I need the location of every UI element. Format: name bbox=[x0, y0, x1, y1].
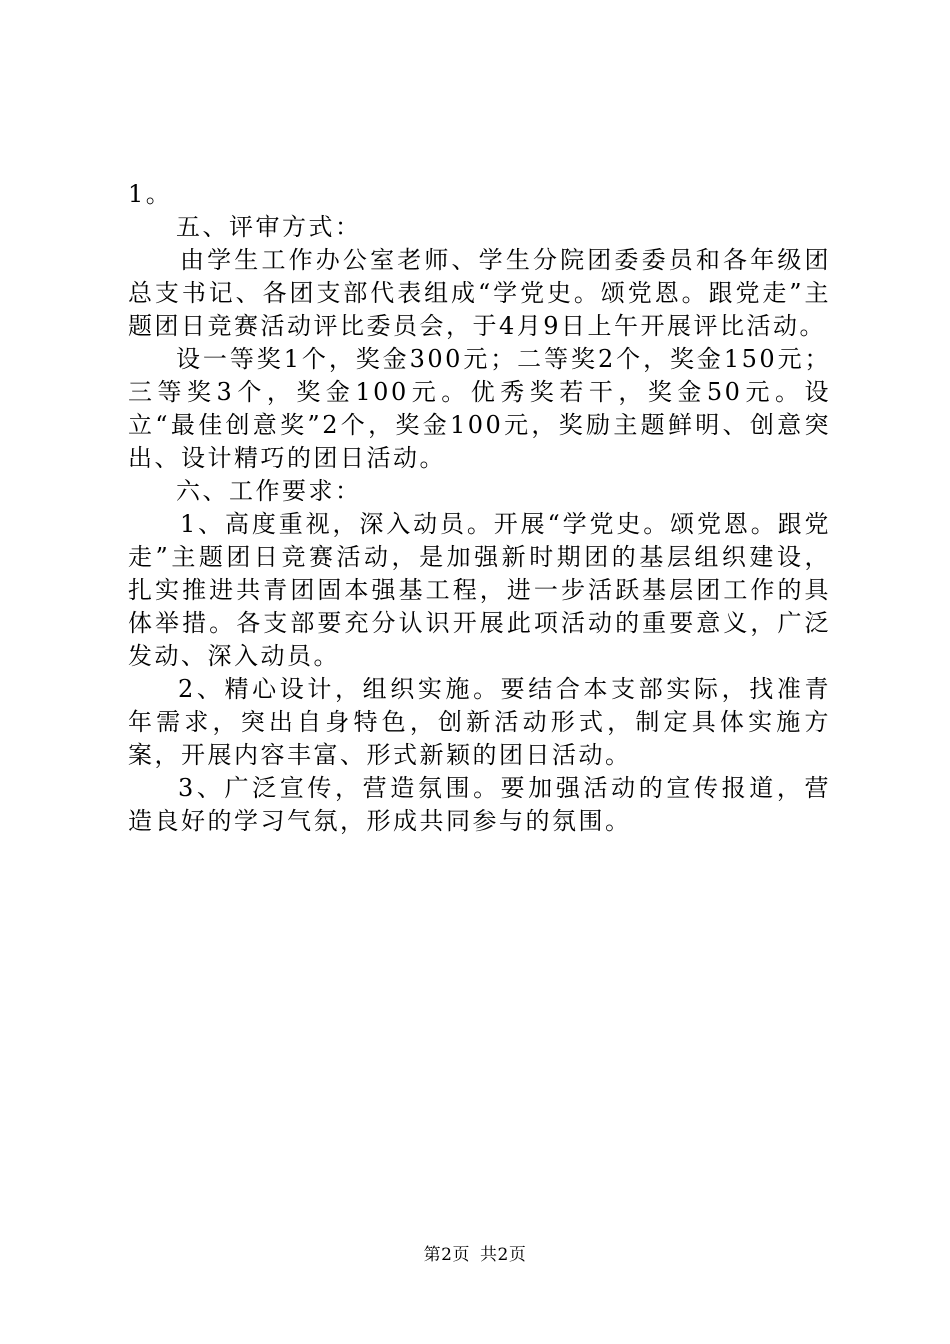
requirement-item-2: 2、精心设计，组织实施。要结合本支部实际，找准青年需求，突出自身特色，创新活动形式，制定具体实施方案，开展内容丰富、形式新颖的团日活动。 bbox=[128, 675, 831, 769]
section-heading-review-method: 五、评审方式： bbox=[176, 213, 362, 241]
requirement-item-3: 3、广泛宣传，营造氛围。要加强活动的宣传报道，营造良好的学习气氛，形成共同参与的氛围。 bbox=[128, 774, 831, 835]
paragraph-review-committee: 由学生工作办公室老师、学生分院团委委员和各年级团总支书记、各团支部代表组成“学党史。颂党恩。跟党走”主题团日竞赛活动评比委员会，于4月9日上午开展评比活动。 bbox=[128, 246, 831, 340]
paragraph-awards: 设一等奖1个，奖金300元；二等奖2个，奖金150元；三等奖3个，奖金100元。优秀奖若干，奖金50元。设立“最佳创意奖”2个，奖金100元，奖励主题鲜明、创意突出、设计精巧的团日活动。 bbox=[128, 345, 831, 472]
page-footer bbox=[0, 1244, 950, 1266]
page-number-total: 共2页 bbox=[480, 1245, 527, 1265]
requirement-item-1: 1、高度重视，深入动员。开展“学党史。颂党恩。跟党走”主题团日竞赛活动，是加强新时期团的基层组织建设，扎实推进共青团固本强基工程，进一步活跃基层团工作的具体举措。各支部要充分认识开展此项活动的重要意义，广泛发动、深入动员。 bbox=[128, 510, 831, 670]
page-number-current: 第2页 bbox=[423, 1245, 470, 1265]
continued-paragraph: 1。 bbox=[128, 180, 173, 208]
document-body bbox=[128, 178, 831, 838]
section-heading-requirements: 六、工作要求： bbox=[176, 477, 362, 505]
